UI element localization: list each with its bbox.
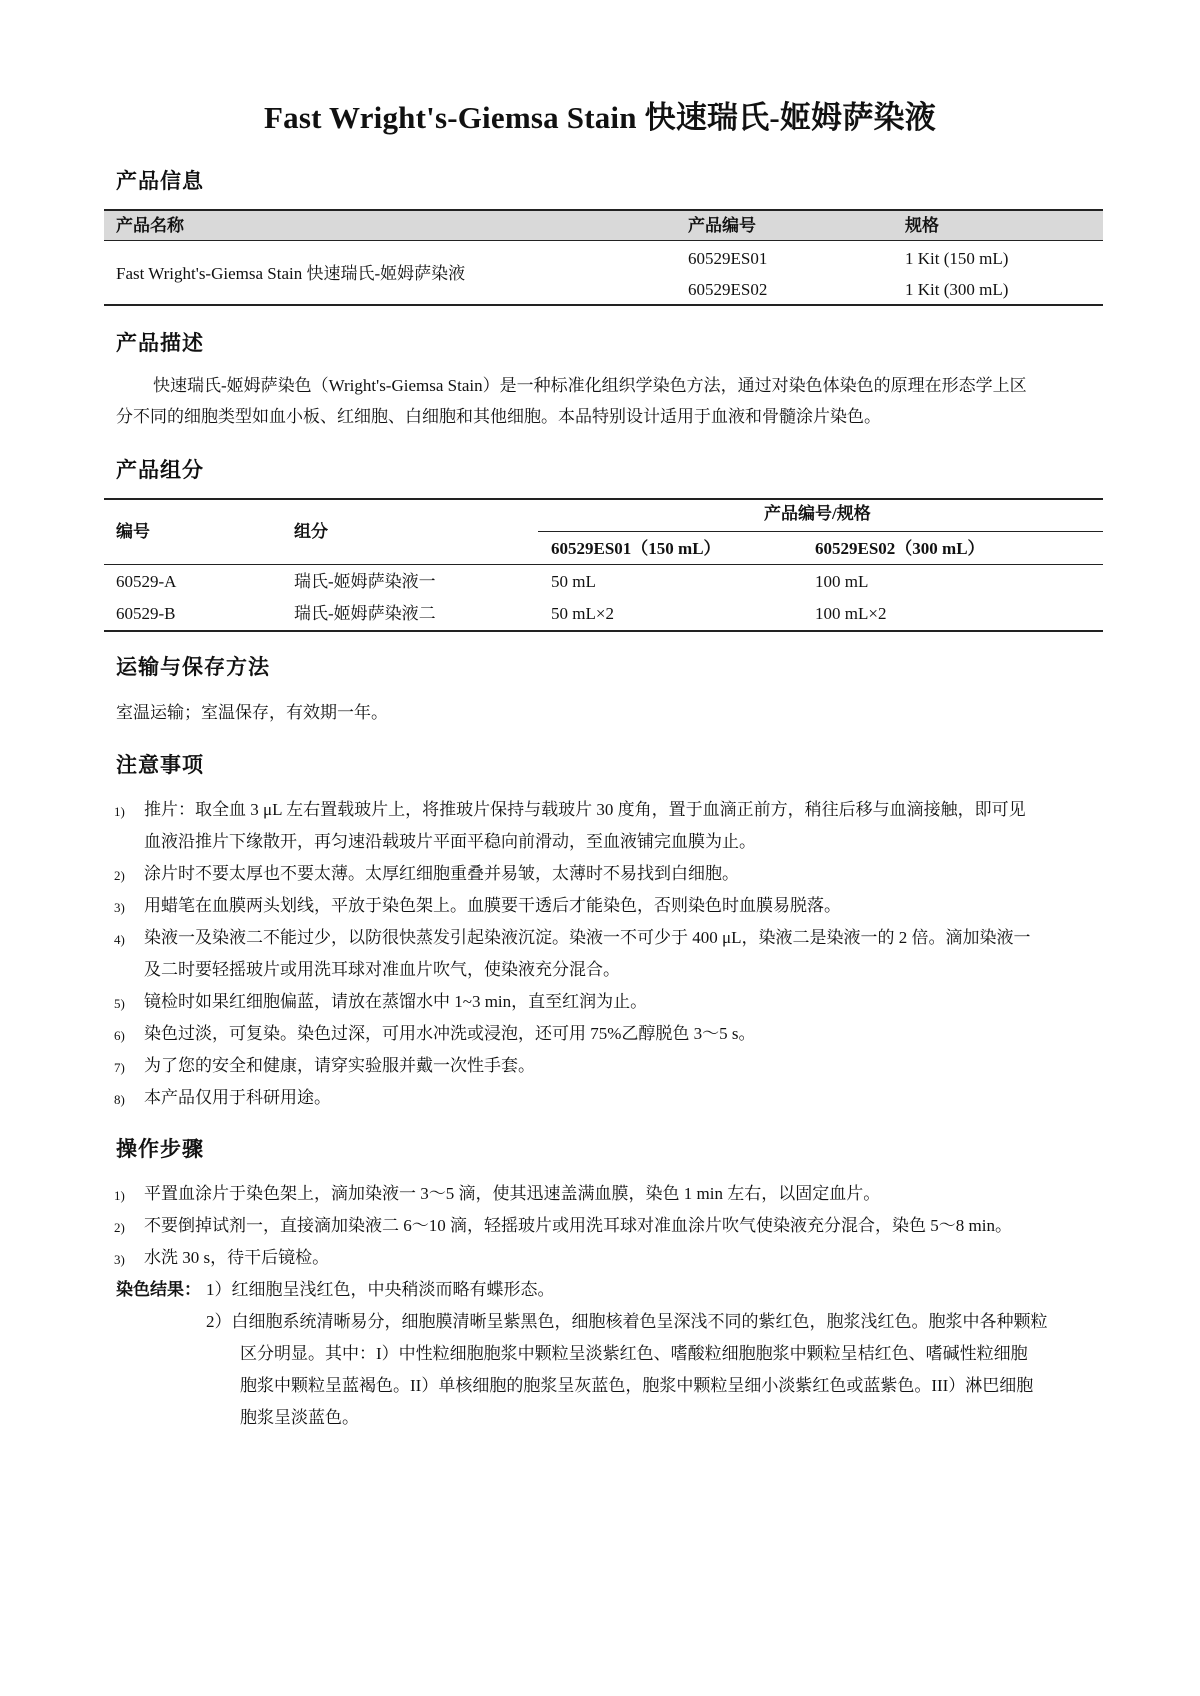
header-product-code: 产品编号: [688, 216, 756, 235]
storage-text: 室温运输；室温保存，有效期一年。: [116, 703, 388, 722]
note-item: 推片：取全血 3 μL 左右置载玻片上，将推玻片保持与载玻片 30 度角，置于血滴正前方，稍往后移与血滴接触，即可见: [144, 800, 1026, 819]
table-rule: [104, 240, 1103, 241]
list-number: 3): [114, 1252, 125, 1267]
procedure-step: 平置血涂片于染色架上，滴加染液一 3～5 滴，使其迅速盖满血膜，染色 1 min 左右，以固定血片。: [144, 1184, 881, 1203]
list-number: 1): [114, 804, 125, 819]
product-code-cell: 60529ES02: [688, 280, 768, 299]
list-number: 4): [114, 932, 125, 947]
header-subcolumn-150: 60529ES01（150 mL）: [551, 539, 721, 558]
list-number: 2): [114, 868, 125, 883]
volume-cell: 100 mL×2: [815, 604, 887, 623]
note-item-continuation: 血液沿推片下缘散开，再匀速沿载玻片平面平稳向前滑动，至血液铺完血膜为止。: [144, 832, 756, 851]
note-item: 染色过淡，可复染。染色过深，可用水冲洗或浸泡，还可用 75%乙醇脱色 3～5 s。: [144, 1024, 756, 1043]
note-item: 用蜡笔在血膜两头划线，平放于染色架上。血膜要干透后才能染色，否则染色时血膜易脱落。: [144, 896, 841, 915]
procedure-step: 不要倒掉试剂一，直接滴加染液二 6～10 滴，轻摇玻片或用洗耳球对准血涂片吹气使染液充分混合，染色 5～8 min。: [144, 1216, 1012, 1235]
page-title: Fast Wright's-Giemsa Stain 快速瑞氏-姬姆萨染液: [264, 100, 936, 135]
component-name-cell: 瑞氏-姬姆萨染液一: [294, 572, 436, 591]
volume-cell: 50 mL×2: [551, 604, 614, 623]
description-line: 快速瑞氏-姬姆萨染色（Wright's-Giemsa Stain）是一种标准化组织学染色方法，通过对染色体染色的原理在形态学上区: [153, 376, 1027, 395]
list-number: 7): [114, 1060, 125, 1075]
table-header-background: [104, 211, 1103, 240]
note-item: 本产品仅用于科研用途。: [144, 1088, 331, 1107]
header-component: 组分: [294, 522, 328, 541]
header-product-name: 产品名称: [116, 216, 184, 235]
list-number: 6): [114, 1028, 125, 1043]
list-number: 2): [114, 1220, 125, 1235]
table-rule: [104, 498, 1103, 500]
header-subcolumn-300: 60529ES02（300 mL）: [815, 539, 985, 558]
list-number: 8): [114, 1092, 125, 1107]
table-rule: [104, 564, 1103, 565]
spec-cell: 1 Kit (300 mL): [905, 280, 1009, 299]
table-rule: [538, 531, 1103, 532]
volume-cell: 100 mL: [815, 572, 869, 591]
product-name-cell: Fast Wright's-Giemsa Stain 快速瑞氏-姬姆萨染液: [116, 264, 466, 283]
section-heading-procedure: 操作步骤: [116, 1137, 204, 1161]
table-rule: [104, 304, 1103, 306]
header-code-spec-group: 产品编号/规格: [764, 504, 871, 523]
table-rule: [104, 630, 1103, 632]
header-number: 编号: [116, 522, 150, 541]
list-number: 3): [114, 900, 125, 915]
note-item-continuation: 及二时要轻摇玻片或用洗耳球对准血片吹气，使染液充分混合。: [144, 960, 620, 979]
result-item-continuation: 胞浆呈淡蓝色。: [240, 1408, 359, 1427]
component-number-cell: 60529-B: [116, 604, 176, 623]
section-heading-components: 产品组分: [116, 458, 204, 482]
section-heading-description: 产品描述: [116, 331, 204, 355]
note-item: 镜检时如果红细胞偏蓝，请放在蒸馏水中 1~3 min，直至红润为止。: [144, 992, 648, 1011]
note-item: 为了您的安全和健康，请穿实验服并戴一次性手套。: [144, 1056, 535, 1075]
result-item-continuation: 区分明显。其中：I）中性粒细胞胞浆中颗粒呈淡紫红色、嗜酸粒细胞胞浆中颗粒呈桔红色、嗜碱性粒细胞: [240, 1344, 1028, 1363]
list-number: 5): [114, 996, 125, 1011]
note-item: 染液一及染液二不能过少，以防很快蒸发引起染液沉淀。染液一不可少于 400 μL，染液二是染液一的 2 倍。滴加染液一: [144, 928, 1031, 947]
section-heading-product-info: 产品信息: [116, 169, 204, 193]
volume-cell: 50 mL: [551, 572, 596, 591]
list-number: 1): [114, 1188, 125, 1203]
description-line: 分不同的细胞类型如血小板、红细胞、白细胞和其他细胞。本品特别设计适用于血液和骨髓涂片染色。: [116, 407, 881, 426]
result-item-continuation: 胞浆中颗粒呈蓝褐色。II）单核细胞的胞浆呈灰蓝色，胞浆中颗粒呈细小淡紫红色或蓝紫色。III）淋巴细胞: [240, 1376, 1034, 1395]
spec-cell: 1 Kit (150 mL): [905, 249, 1009, 268]
procedure-step: 水洗 30 s，待干后镜检。: [144, 1248, 330, 1267]
result-item: 1）红细胞呈浅红色，中央稍淡而略有蝶形态。: [206, 1280, 555, 1299]
result-label: 染色结果：: [116, 1280, 201, 1299]
component-number-cell: 60529-A: [116, 572, 177, 591]
section-heading-notes: 注意事项: [116, 753, 204, 777]
note-item: 涂片时不要太厚也不要太薄。太厚红细胞重叠并易皱，太薄时不易找到白细胞。: [144, 864, 739, 883]
section-heading-storage: 运输与保存方法: [116, 655, 270, 679]
header-spec: 规格: [905, 216, 939, 235]
product-code-cell: 60529ES01: [688, 249, 768, 268]
component-name-cell: 瑞氏-姬姆萨染液二: [294, 604, 436, 623]
result-item: 2）白细胞系统清晰易分，细胞膜清晰呈紫黑色，细胞核着色呈深浅不同的紫红色，胞浆浅红色。胞浆中各种颗粒: [206, 1312, 1048, 1331]
